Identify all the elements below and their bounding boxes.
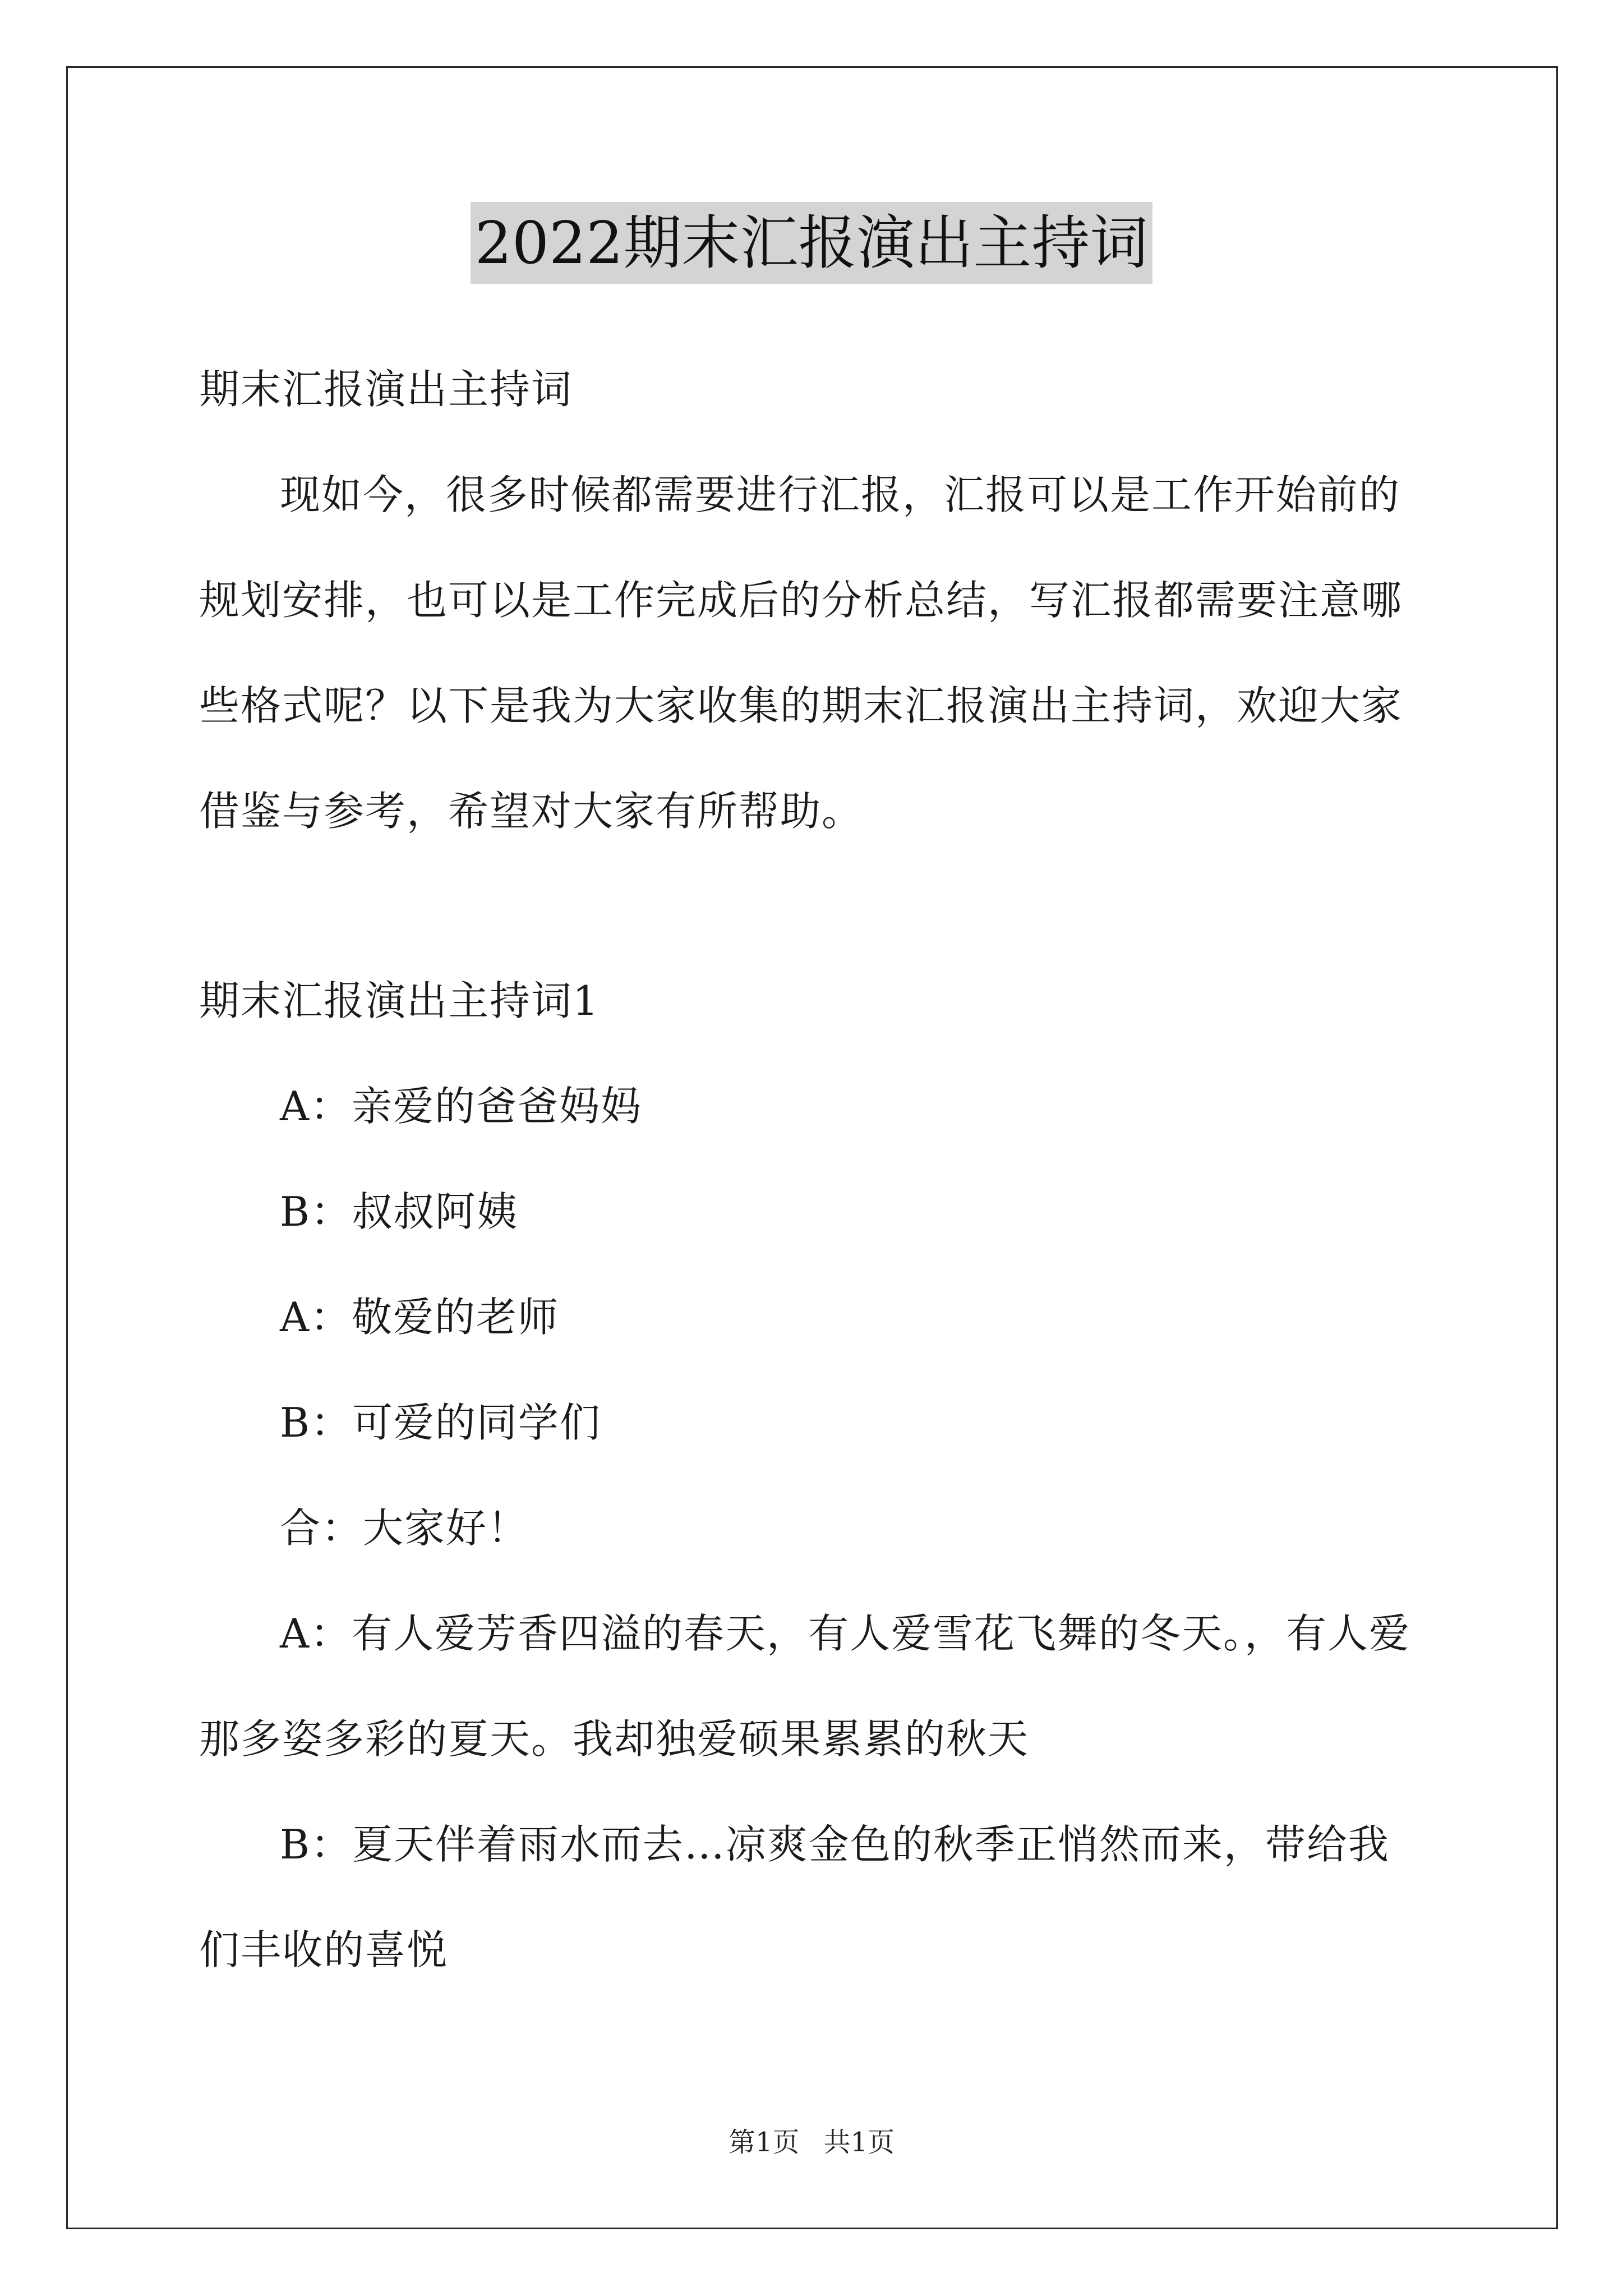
dialogue-line: B：叔叔阿姨 [280, 1188, 518, 1235]
dialogue-line: 合：大家好！ [280, 1504, 529, 1552]
dialogue-line: A：敬爱的老师 [280, 1294, 559, 1341]
document-body [199, 337, 1427, 2003]
intro-paragraph: 现如今，很多时候都需要进行汇报，汇报可以是工作开始前的规划安排，也可以是工作完成后的分析总结，写汇报都需要注意哪些格式呢？以下是我为大家收集的期末汇报演出主持词，欢迎大家借鉴与参考，希望对大家有所帮助。 [199, 471, 1403, 835]
title-container [0, 202, 1623, 284]
page-number: 第1页 [728, 2127, 800, 2158]
dialogue-line: A：亲爱的爸爸妈妈 [280, 1083, 642, 1130]
document-title: 2022期末汇报演出主持词 [471, 202, 1153, 284]
section-heading: 期末汇报演出主持词1 [199, 977, 600, 1024]
page-total: 共1页 [823, 2127, 895, 2158]
dialogue-line: B：夏天伴着雨水而去…凉爽金色的秋季正悄然而来，带给我们丰收的喜悦 [199, 1821, 1390, 1973]
dialogue-line: B：可爱的同学们 [280, 1399, 601, 1446]
subtitle: 期末汇报演出主持词 [199, 366, 573, 413]
spacer [199, 864, 1427, 948]
page-footer [0, 2120, 1623, 2159]
dialogue-line: A：有人爱芳香四溢的春天，有人爱雪花飞舞的冬天。，有人爱那多姿多彩的夏天。我却独爱硕果累累的秋天 [199, 1610, 1410, 1763]
